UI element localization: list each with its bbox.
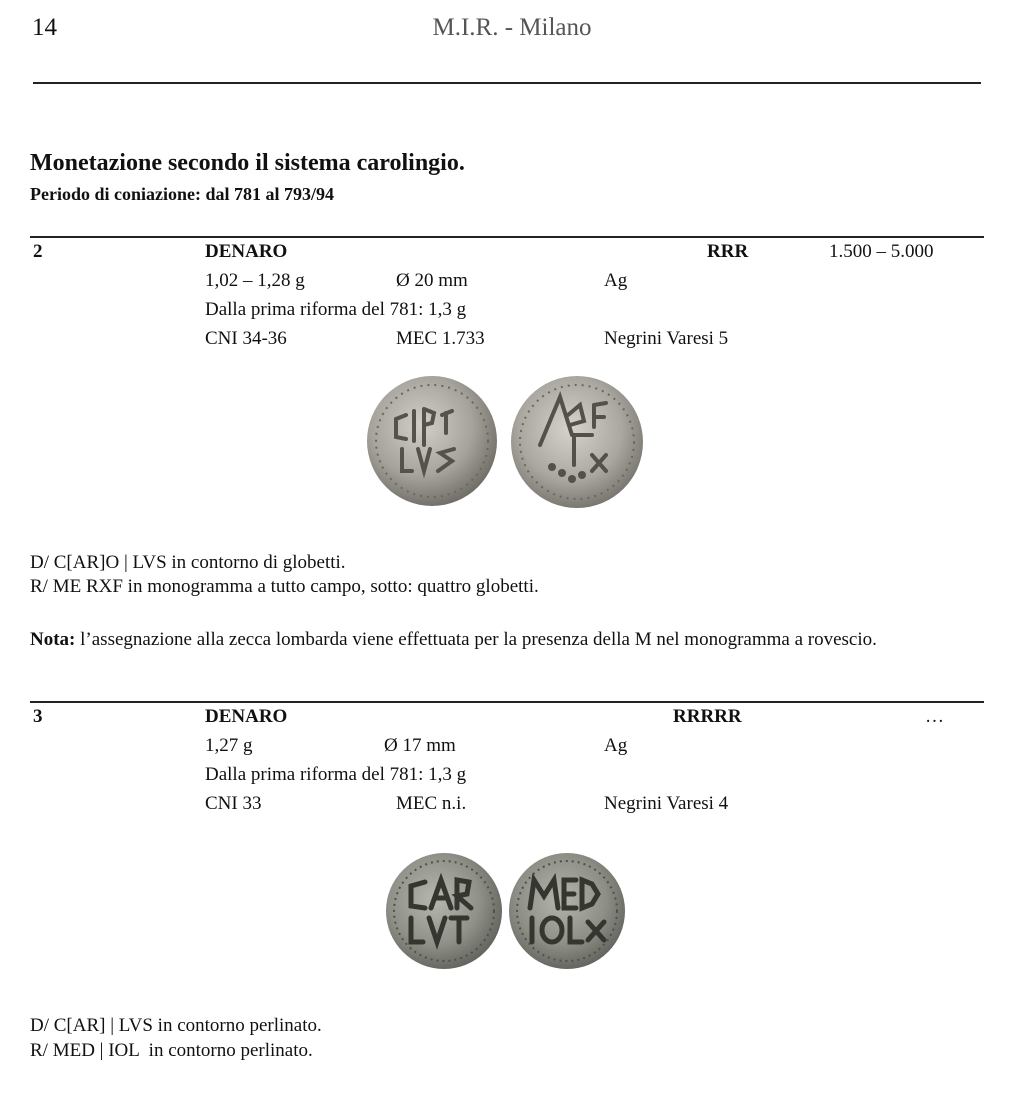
estimated-value: 1.500 – 5.000 xyxy=(829,241,934,262)
coin-reverse-image xyxy=(508,852,626,970)
diameter: Ø 20 mm xyxy=(396,270,468,291)
weight: 1,02 – 1,28 g xyxy=(205,270,305,291)
rarity: RRRRR xyxy=(673,706,742,727)
note-text: l’assegnazione alla zecca lombarda viene effettuata per la presenza della M nel monogramma a rovescio. xyxy=(75,629,877,650)
section-title: Monetazione secondo il sistema carolingio. xyxy=(30,150,465,176)
metal: Ag xyxy=(604,735,628,756)
coin-obverse-image xyxy=(366,375,498,507)
coin-reverse-image xyxy=(510,375,644,509)
reverse-description: R/ ME RXF in monogramma a tutto campo, sotto: quattro globetti. xyxy=(30,576,539,597)
weight: 1,27 g xyxy=(205,735,253,756)
note xyxy=(30,629,877,651)
entry-number: 3 xyxy=(33,706,43,727)
obverse-description: D/ C[AR] | LVS in contorno perlinato. xyxy=(30,1015,322,1036)
diameter: Ø 17 mm xyxy=(384,735,456,756)
rarity: RRR xyxy=(707,241,749,262)
entry-number: 2 xyxy=(33,241,43,262)
reform-weight: Dalla prima riforma del 781: 1,3 g xyxy=(205,299,467,320)
coin-obverse-image xyxy=(385,852,503,970)
negrini-reference: Negrini Varesi 5 xyxy=(604,328,729,349)
section-subtitle: Periodo di coniazione: dal 781 al 793/94 xyxy=(30,184,334,204)
coin-name: DENARO xyxy=(205,241,288,262)
coin-name: DENARO xyxy=(205,706,288,727)
metal: Ag xyxy=(604,270,628,291)
mec-reference: MEC n.i. xyxy=(396,793,467,814)
header-divider xyxy=(33,82,981,84)
negrini-reference: Negrini Varesi 4 xyxy=(604,793,729,814)
running-title: M.I.R. - Milano xyxy=(432,14,592,41)
cni-reference: CNI 34-36 xyxy=(205,328,287,349)
cni-reference: CNI 33 xyxy=(205,793,262,814)
note-label: Nota: xyxy=(30,629,76,650)
page-number: 14 xyxy=(32,14,57,41)
estimated-value: … xyxy=(925,706,944,727)
mec-reference: MEC 1.733 xyxy=(396,328,485,349)
reverse-description: R/ MED | IOL in contorno perlinato. xyxy=(30,1040,313,1061)
reform-weight: Dalla prima riforma del 781: 1,3 g xyxy=(205,764,467,785)
entry-divider xyxy=(30,701,984,703)
entry-divider xyxy=(30,236,984,238)
obverse-description: D/ C[AR]O | LVS in contorno di globetti. xyxy=(30,552,346,573)
